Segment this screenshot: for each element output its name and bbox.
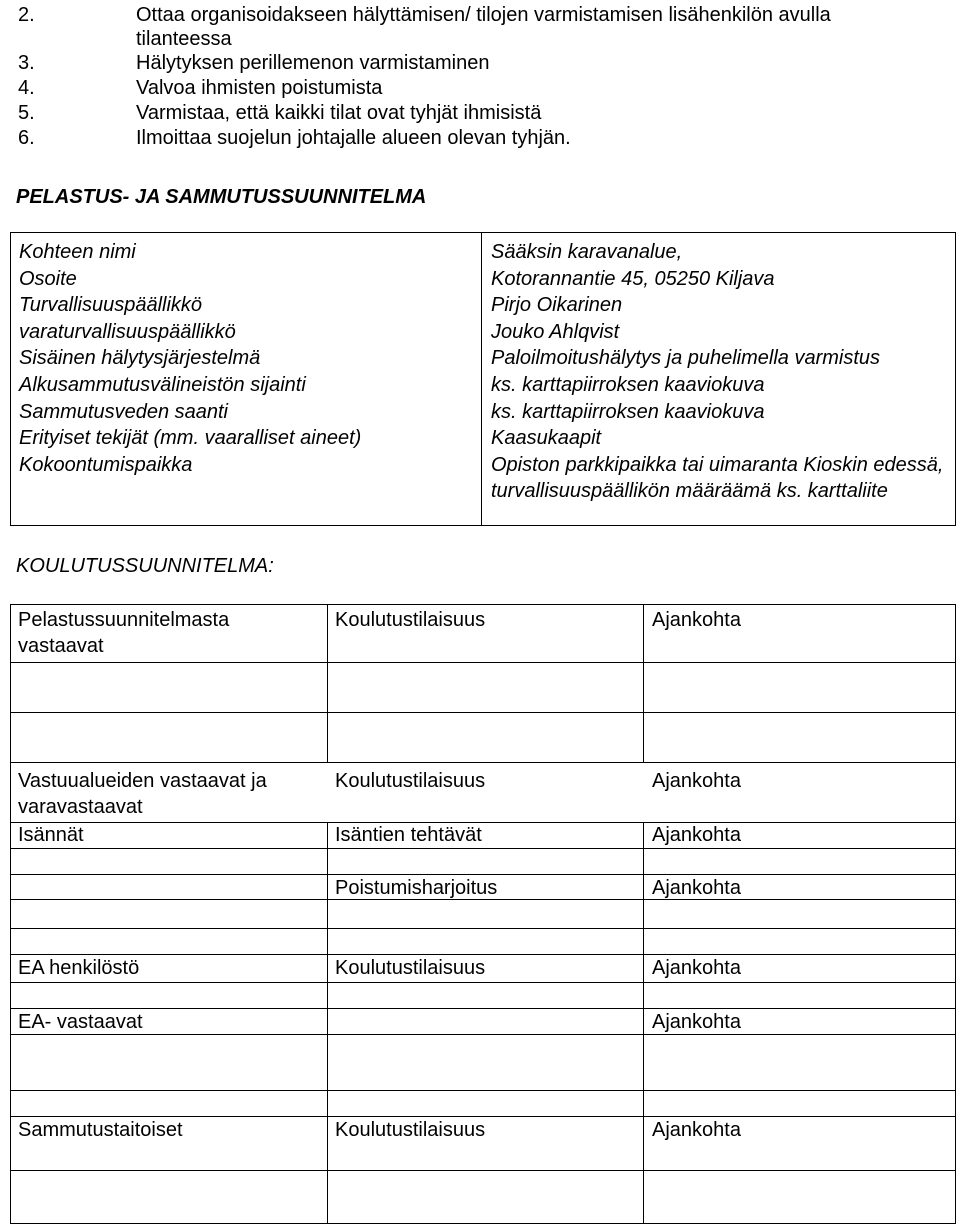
- row-line: [10, 982, 956, 983]
- column-line: [643, 604, 644, 762]
- info-value: Kaasukaapit: [491, 427, 602, 450]
- rescue-plan-heading: PELASTUS- JA SAMMUTUSSUUNNITELMA: [16, 186, 427, 208]
- training-cell: Koulutustilaisuus: [335, 770, 486, 792]
- list-item-text: Hälytyksen perillemenon varmistaminen: [136, 52, 490, 74]
- list-number: 3.: [18, 52, 35, 74]
- info-value: ks. karttapiirroksen kaaviokuva: [491, 373, 765, 396]
- training-cell: Vastuualueiden vastaavat ja varavastaavat: [18, 770, 267, 818]
- column-divider: [481, 233, 482, 525]
- info-label: Erityiset tekijät (mm. vaaralliset aineet): [19, 427, 362, 450]
- training-cell: Koulutustilaisuus: [335, 609, 486, 631]
- info-label: Kohteen nimi: [19, 241, 136, 263]
- row-line: [10, 1223, 956, 1224]
- row-line: [10, 762, 956, 763]
- training-table: [10, 604, 956, 1224]
- row-line: [10, 712, 956, 713]
- list-number: 4.: [18, 77, 35, 99]
- row-line: [10, 848, 956, 849]
- column-line: [643, 822, 644, 1224]
- training-cell: EA henkilöstö: [18, 957, 140, 979]
- info-label: Sammutusveden saanti: [19, 400, 229, 423]
- training-plan-heading: KOULUTUSSUUNNITELMA:: [16, 555, 274, 577]
- training-cell: Ajankohta: [652, 824, 741, 846]
- training-cell: Ajankohta: [652, 1011, 741, 1033]
- info-label: Osoite: [19, 267, 77, 290]
- list-number: 6.: [18, 127, 35, 149]
- list-item-text: Valvoa ihmisten poistumista: [136, 77, 383, 99]
- column-line: [955, 604, 956, 1224]
- row-line: [10, 662, 956, 663]
- info-label: Alkusammutusvälineistön sijainti: [19, 373, 306, 396]
- info-label: Sisäinen hälytysjärjestelmä: [19, 347, 261, 370]
- info-value: Pirjo Oikarinen: [491, 294, 623, 317]
- row-line: [10, 604, 956, 605]
- list-item-text: Ilmoittaa suojelun johtajalle alueen olevan tyhjän.: [136, 127, 571, 149]
- info-label: Turvallisuuspäällikkö: [19, 294, 203, 317]
- column-line: [327, 604, 328, 762]
- row-line: [10, 1008, 956, 1009]
- training-cell: Ajankohta: [652, 609, 741, 631]
- info-values: [491, 239, 951, 505]
- row-line: [10, 928, 956, 929]
- row-line: [10, 1034, 956, 1035]
- training-cell: Pelastussuunnitelmasta vastaavat: [18, 609, 230, 657]
- training-cell: Ajankohta: [652, 1119, 741, 1141]
- training-cell: Koulutustilaisuus: [335, 1119, 486, 1141]
- list-item-text: Ottaa organisoidakseen hälyttämisen/ tilojen varmistamisen lisähenkilön avulla: [136, 4, 831, 26]
- training-cell: EA- vastaavat: [18, 1011, 143, 1033]
- training-cell: Ajankohta: [652, 770, 741, 792]
- rescue-plan-table: [10, 232, 956, 526]
- info-label: varaturvallisuuspäällikkö: [19, 320, 236, 343]
- training-cell: Ajankohta: [652, 877, 741, 899]
- training-cell: Isännät: [18, 824, 84, 846]
- info-value: Opiston parkkipaikka tai uimaranta Kioskin edessä, turvallisuuspäällikön määräämä ks. karttaliite: [491, 453, 944, 503]
- training-cell: Isäntien tehtävät: [335, 824, 482, 846]
- info-value: Kotorannantie 45, 05250 Kiljava: [491, 267, 775, 290]
- training-cell: Koulutustilaisuus: [335, 957, 486, 979]
- training-cell: Ajankohta: [652, 957, 741, 979]
- list-item-text: Varmistaa, että kaikki tilat ovat tyhjät ihmisistä: [136, 102, 542, 124]
- column-line: [10, 604, 11, 1224]
- info-value: Jouko Ahlqvist: [491, 320, 620, 343]
- list-number: 5.: [18, 102, 35, 124]
- info-value: Sääksin karavanalue,: [491, 241, 683, 263]
- list-number: 2.: [18, 4, 35, 26]
- training-cell: Sammutustaitoiset: [18, 1119, 183, 1141]
- row-line: [10, 1090, 956, 1091]
- info-value: Paloilmoitushälytys ja puhelimella varmistus: [491, 347, 881, 370]
- list-item-continuation: tilanteessa: [136, 28, 232, 50]
- info-value: ks. karttapiirroksen kaaviokuva: [491, 400, 765, 423]
- training-cell: Poistumisharjoitus: [335, 877, 498, 899]
- info-labels: [19, 239, 474, 478]
- row-line: [10, 822, 956, 823]
- row-line: [10, 1170, 956, 1171]
- info-label: Kokoontumispaikka: [19, 453, 193, 476]
- column-line: [327, 822, 328, 1224]
